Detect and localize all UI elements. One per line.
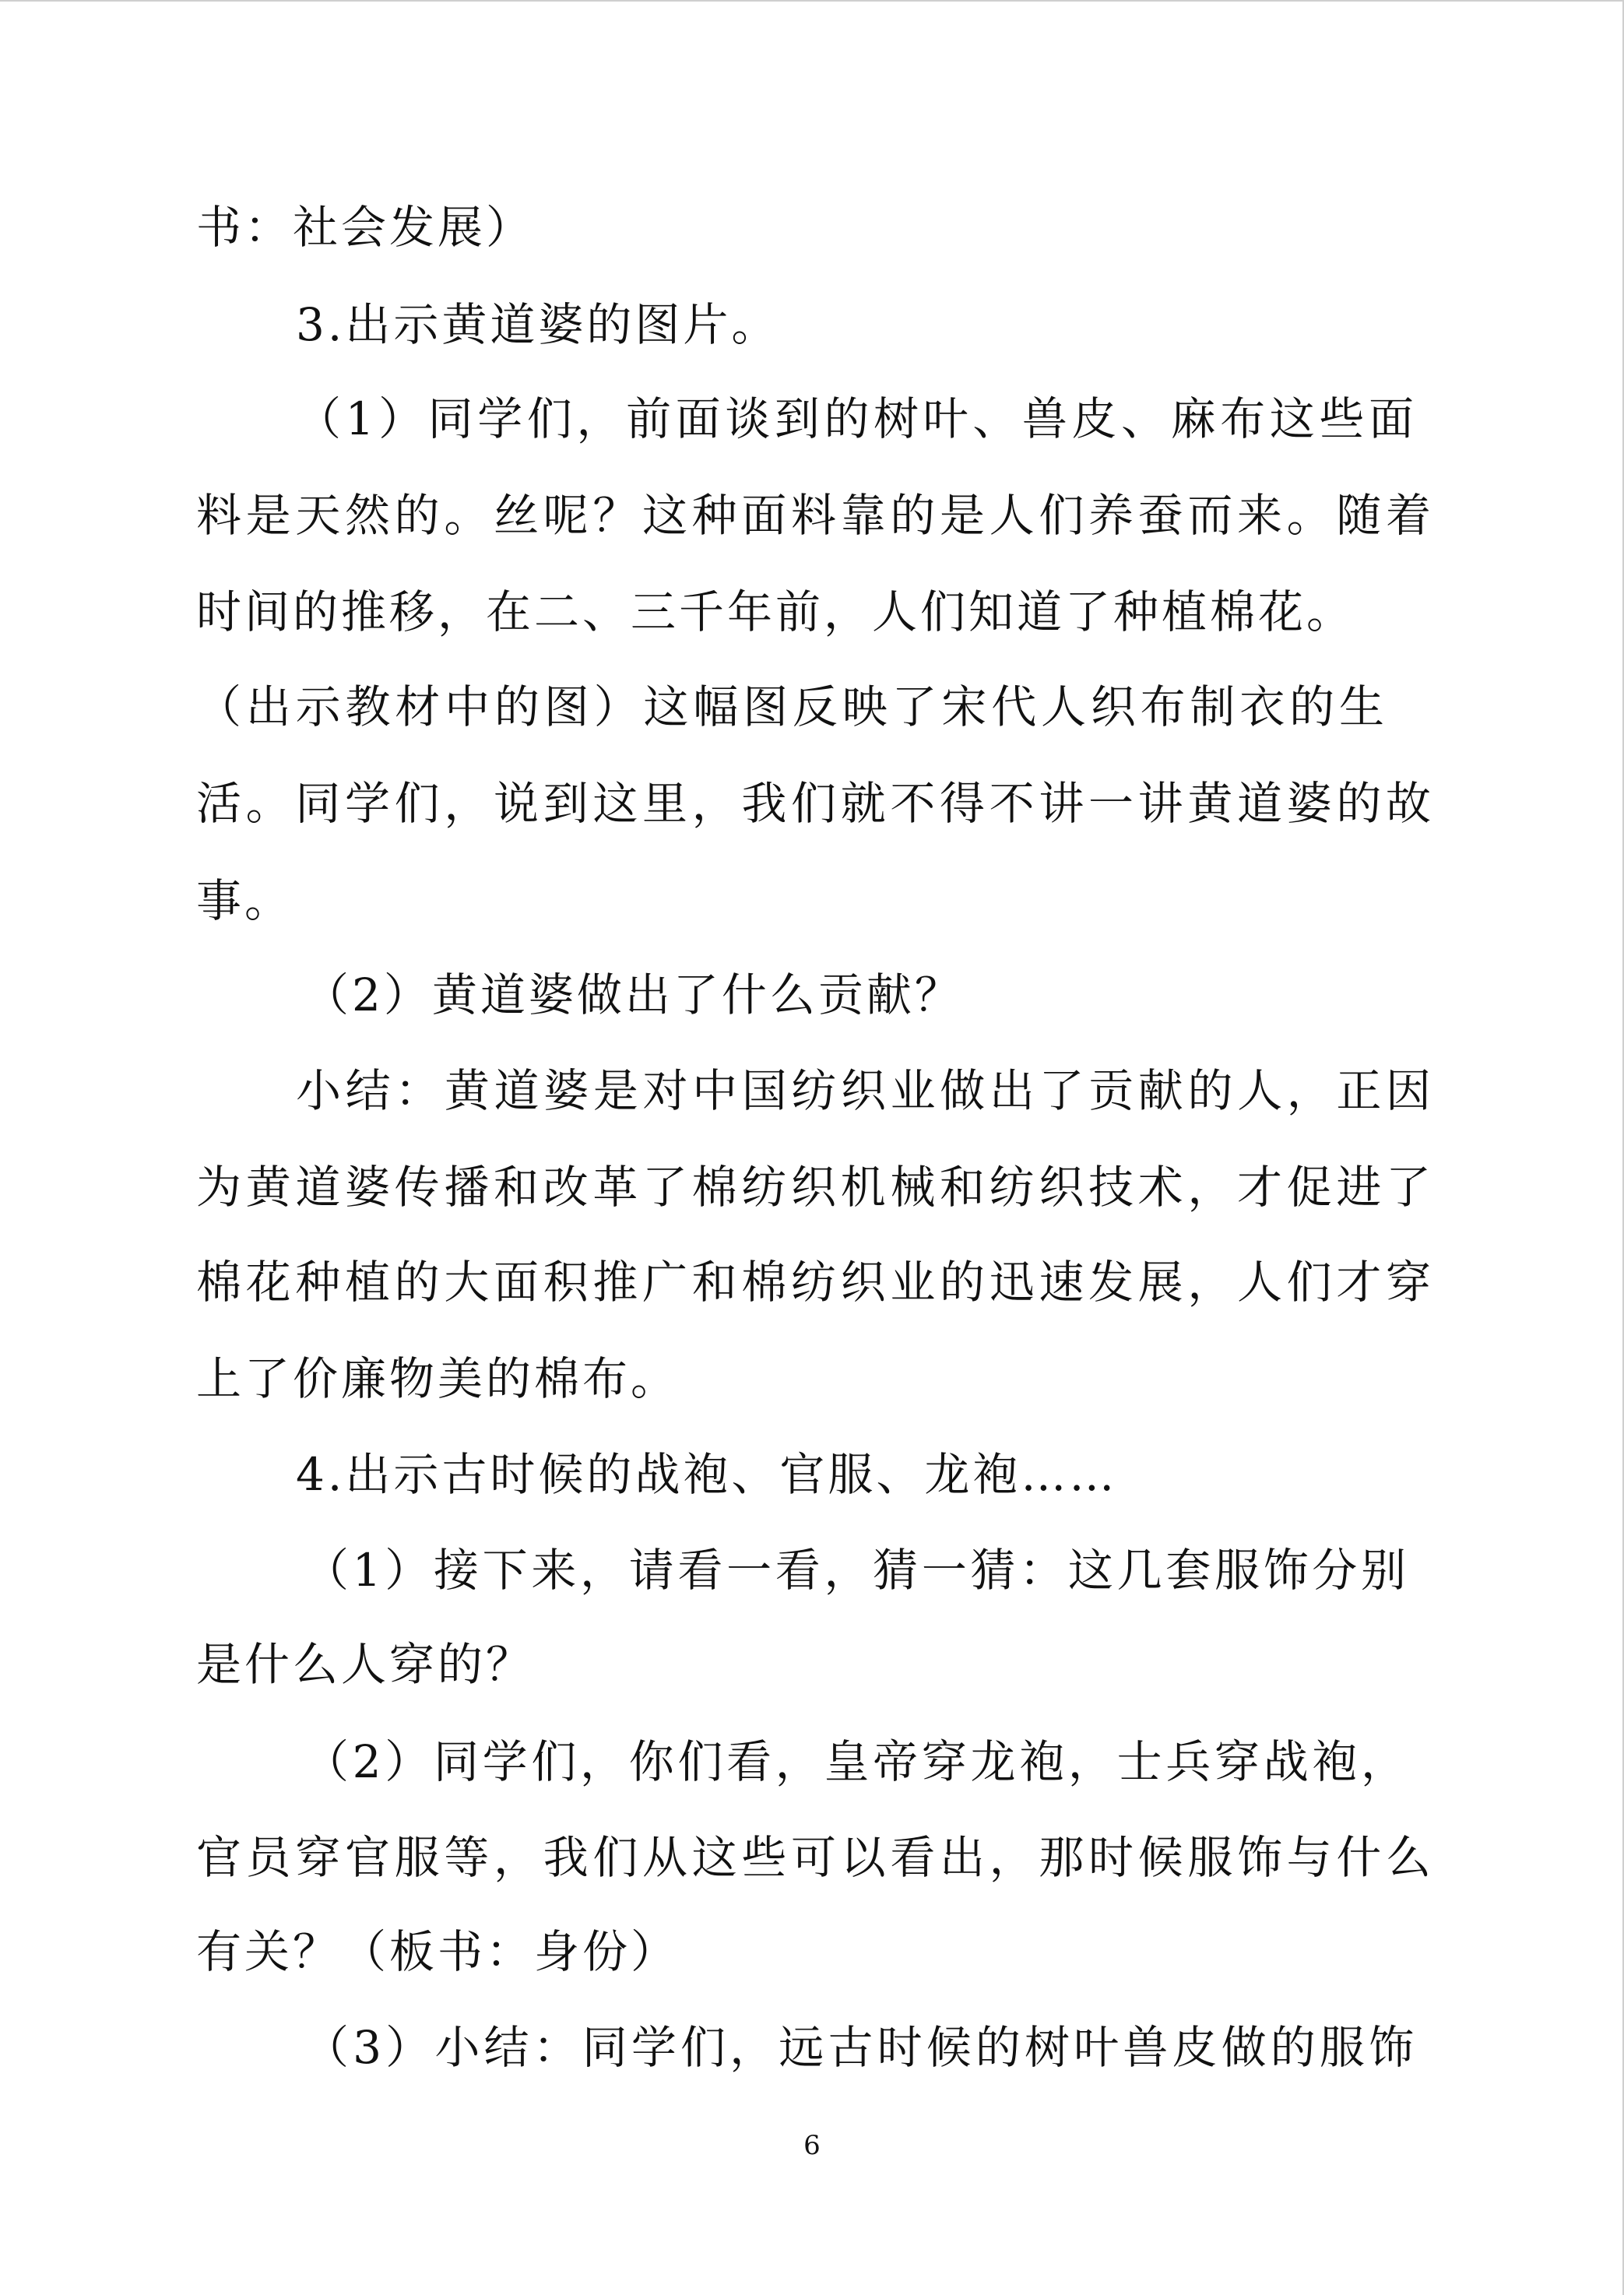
- page-top-edge: [0, 0, 1624, 2]
- text-line-20: （3）小结：同学们，远古时候的树叶兽皮做的服饰: [304, 2021, 1417, 2074]
- text-line-14: 4.出示古时候的战袍、官服、龙袍……: [296, 1448, 1118, 1501]
- text-line-17: （2）同学们，你们看，皇帝穿龙袍，士兵穿战袍，: [304, 1735, 1409, 1788]
- text-line-11: 为黄道婆传播和改革了棉纺织机械和纺织技术，才促进了: [196, 1161, 1434, 1214]
- text-line-7: 活。同学们，说到这里，我们就不得不讲一讲黄道婆的故: [196, 777, 1434, 830]
- text-line-2: 3.出示黄道婆的图片。: [296, 298, 780, 351]
- text-line-10: 小结：黄道婆是对中国纺织业做出了贡献的人，正因: [296, 1064, 1434, 1117]
- text-line-15: （1）接下来，请看一看，猜一猜：这几套服饰分别: [304, 1544, 1409, 1597]
- text-line-19: 有关？（板书：身份）: [196, 1925, 680, 1978]
- text-line-8: 事。: [196, 874, 294, 927]
- text-line-16: 是什么人穿的？: [196, 1638, 535, 1691]
- text-line-12: 棉花种植的大面积推广和棉纺织业的迅速发展，人们才穿: [196, 1256, 1434, 1309]
- text-line-13: 上了价廉物美的棉布。: [196, 1352, 680, 1405]
- text-line-5: 时间的推移，在二、三千年前，人们知道了种植棉花。: [196, 585, 1355, 638]
- text-line-3: （1）同学们，前面谈到的树叶、兽皮、麻布这些面: [296, 392, 1417, 445]
- text-line-18: 官员穿官服等，我们从这些可以看出，那时候服饰与什么: [196, 1831, 1434, 1884]
- text-line-6: （出示教材中的图）这幅图反映了宋代人织布制衣的生: [196, 680, 1387, 733]
- text-line-4: 料是天然的。丝呢？这种面料靠的是人们养蚕而来。随着: [196, 489, 1434, 542]
- text-line-9: （2）黄道婆做出了什么贡献？: [304, 968, 963, 1021]
- page-number: 6: [803, 2130, 821, 2161]
- text-line-1: 书：社会发展）: [196, 201, 535, 254]
